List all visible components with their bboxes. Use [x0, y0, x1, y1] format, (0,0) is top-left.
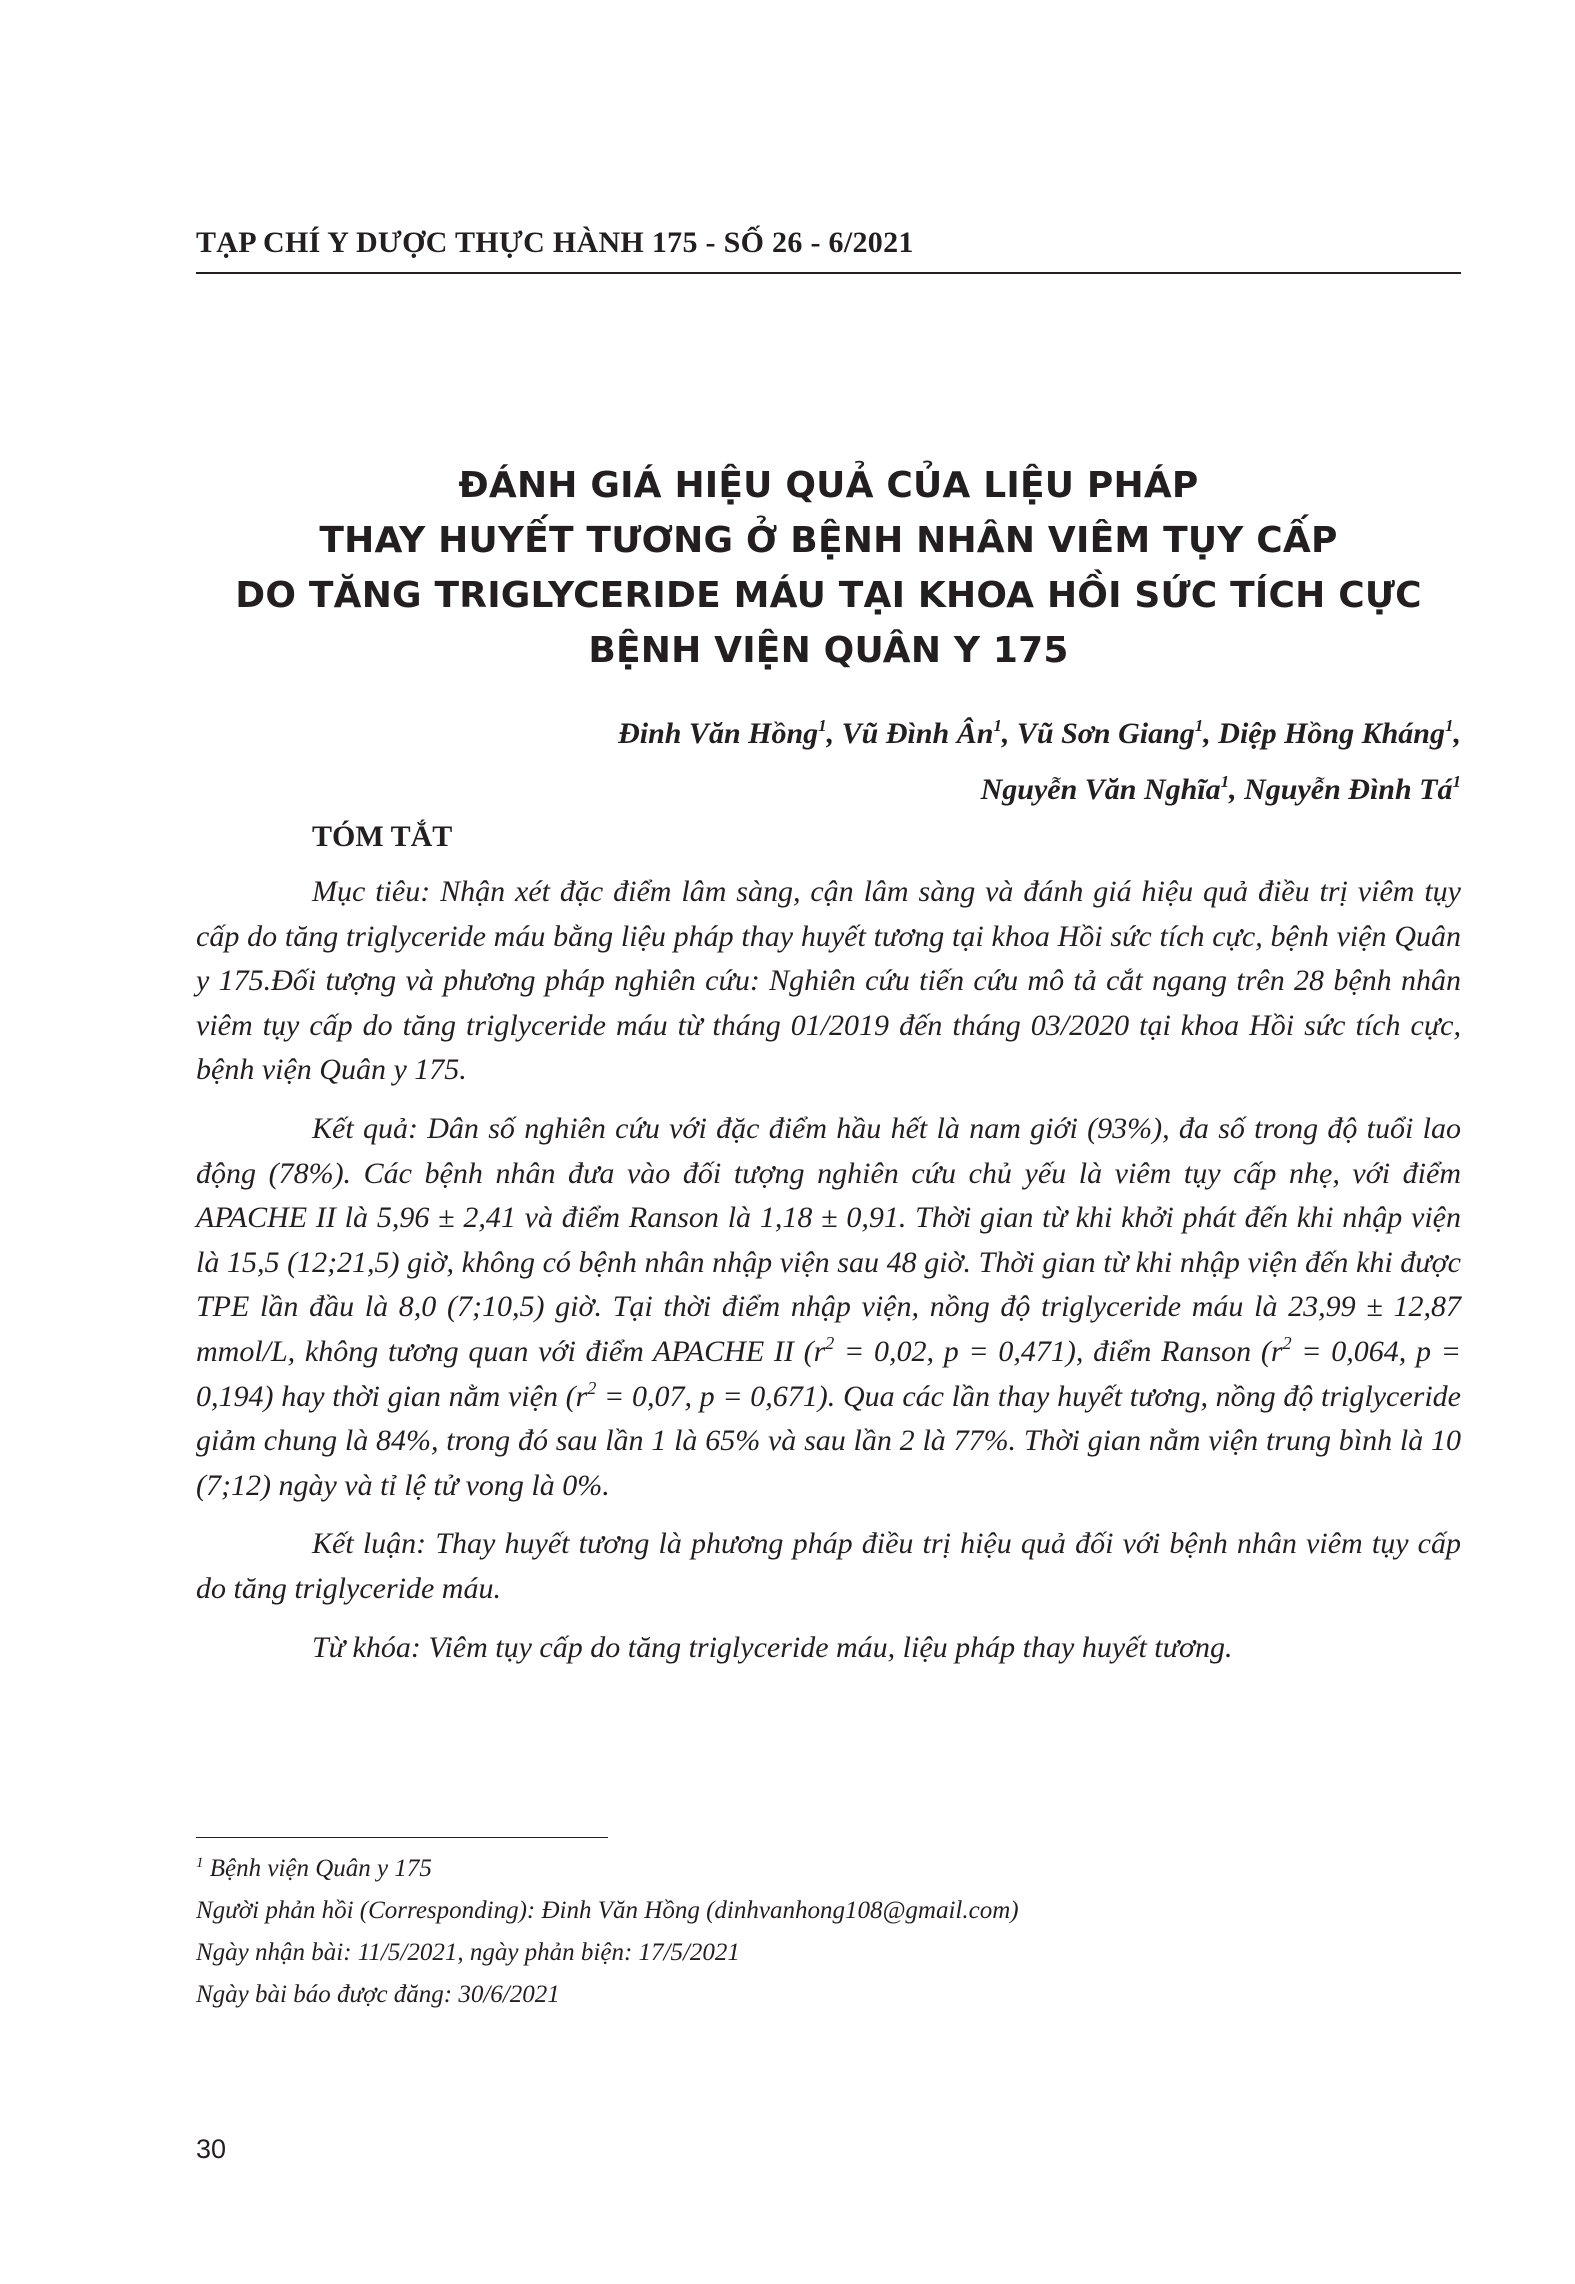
affiliation-mark: 1	[196, 1855, 204, 1871]
superscript-2: 2	[1282, 1332, 1292, 1353]
affiliation-mark: 1	[1445, 716, 1454, 735]
abstract-conclusion-paragraph: Kết luận: Thay huyết tương là phương pháp điều trị hiệu quả đối với bệnh nhân viêm tụy cấp do tăng triglyceride máu.	[196, 1527, 1461, 1605]
title-line: ĐÁNH GIÁ HIỆU QUẢ CỦA LIỆU PHÁP	[458, 465, 1199, 506]
author-name: Vũ Đình Ân	[841, 717, 994, 750]
affiliation-mark: 1	[1194, 716, 1204, 735]
author-separator: ,	[1001, 717, 1017, 750]
results-text: = 0,064, p = 0,194) hay thời gian nằm viện (r	[196, 1334, 1461, 1413]
article-title	[196, 458, 1461, 678]
footnote-rule	[196, 1837, 608, 1838]
superscript-2: 2	[825, 1332, 835, 1353]
footnote-published: Ngày bài báo được đăng: 30/6/2021	[196, 1981, 560, 2008]
abstract-keywords-paragraph: Từ khóa: Viêm tụy cấp do tăng triglyceride máu, liệu pháp thay huyết tương.	[312, 1630, 1233, 1664]
affiliation-text: Bệnh viện Quân y 175	[203, 1855, 432, 1882]
affiliation-mark: 1	[993, 716, 1002, 735]
results-text: = 0,02, p = 0,471), điểm Ranson (r	[834, 1334, 1283, 1368]
author-separator: ,	[1229, 773, 1245, 806]
author-line	[196, 706, 1461, 762]
affiliation-mark: 1	[818, 716, 827, 735]
results-text: = 0,07, p = 0,671). Qua các lần thay huyết tương, nồng độ triglyceride giảm chung là 84%, trong đó sau lần 1 là 65% và sau lần 2 là 77%. Thời gian nằm viện trung bình là 10 (7;12) ngày và tỉ lệ tử vong là 0%.	[196, 1379, 1461, 1502]
title-line: THAY HUYẾT TƯƠNG Ở BỆNH NHÂN VIÊM TỤY CẤP	[319, 520, 1338, 561]
author-name: Nguyễn Văn Nghĩa	[980, 773, 1221, 806]
abstract-objective-paragraph: Mục tiêu: Nhận xét đặc điểm lâm sàng, cận lâm sàng và đánh giá hiệu quả điều trị viêm tụy cấp do tăng triglyceride máu bằng liệu pháp thay huyết tương tại khoa Hồi sức tích cực, bệnh viện Quân y 175.Đối tượng và phương pháp nghiên cứu: Nghiên cứu tiến cứu mô tả cắt ngang trên 28 bệnh nhân viêm tụy cấp do tăng triglyceride máu từ tháng 01/2019 đến tháng 03/2020 tại khoa Hồi sức tích cực, bệnh viện Quân y 175.	[196, 875, 1461, 1087]
header-rule	[196, 272, 1461, 274]
results-text: Kết quả: Dân số nghiên cứu với đặc điểm hầu hết là nam giới (93%), đa số trong độ tuổi lao động (78%). Các bệnh nhân đưa vào đối tượng nghiên cứu chủ yếu là viêm tụy cấp nhẹ, với điểm APACHE II là 5,96 ± 2,41 và điểm Ranson là 1,18 ± 0,91. Thời gian từ khi khởi phát đến khi nhập viện là 15,5 (12;21,5) giờ, không có bệnh nhân nhập viện sau 48 giờ. Thời gian từ khi nhập viện đến khi được TPE lần đầu là 8,0 (7;10,5) giờ. Tại thời điểm nhập viện, nồng độ triglyceride máu là 23,99 ± 12,87 mmol/L, không tương quan với điểm APACHE II (r	[196, 1111, 1461, 1368]
author-list	[196, 706, 1461, 818]
affiliation-mark: 1	[1220, 772, 1230, 791]
author-name: Vũ Sơn Giang	[1016, 717, 1195, 750]
author-line	[196, 762, 1461, 818]
page-number: 30	[196, 2134, 227, 2164]
author-separator: ,	[826, 717, 842, 750]
author-name: Đinh Văn Hồng	[618, 717, 819, 750]
abstract-results-paragraph	[196, 1107, 1461, 1508]
affiliation-mark: 1	[1452, 772, 1461, 791]
running-header: TẠP CHÍ Y DƯỢC THỰC HÀNH 175 - SỐ 26 - 6/2021	[196, 226, 914, 259]
superscript-2: 2	[587, 1377, 597, 1398]
footnote-affiliation	[196, 1848, 1461, 1890]
author-name: Nguyễn Đình Tá	[1244, 773, 1453, 806]
author-name: Diệp Hồng Kháng	[1218, 717, 1445, 750]
abstract-heading: TÓM TẮT	[312, 820, 453, 853]
title-line: DO TĂNG TRIGLYCERIDE MÁU TẠI KHOA HỒI SỨC TÍCH CỰC	[235, 575, 1422, 616]
footnote-received: Ngày nhận bài: 11/5/2021, ngày phản biện: 17/5/2021	[196, 1939, 740, 1966]
footnote-corresponding: Người phản hồi (Corresponding): Đinh Văn Hồng (dinhvanhong108@gmail.com)	[196, 1897, 1019, 1924]
author-separator: ,	[1453, 717, 1461, 750]
footnotes	[196, 1848, 1461, 2016]
author-separator: ,	[1203, 717, 1219, 750]
abstract-body	[196, 870, 1461, 1684]
title-line: BỆNH VIỆN QUÂN Y 175	[588, 630, 1069, 671]
